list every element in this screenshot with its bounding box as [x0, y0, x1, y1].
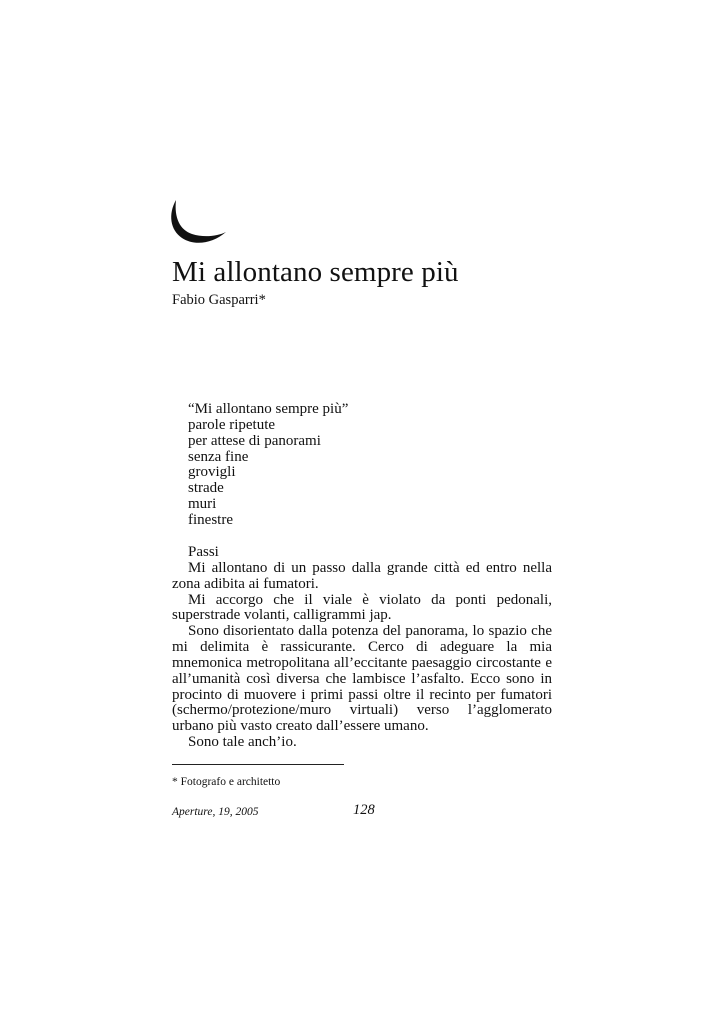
poem-line: finestre [188, 511, 233, 528]
footnote: * Fotografo e architetto [172, 776, 281, 788]
footnote-divider [172, 764, 344, 765]
poem-line: parole ripetute [188, 416, 276, 433]
prose-section [172, 545, 552, 751]
page-number: 128 [353, 802, 375, 818]
prose-paragraph: Mi allontano di un passo dalla grande città ed entro nella zona adibita ai fumatori. [172, 559, 552, 592]
poem-line: “Mi allontano sempre più” [188, 401, 349, 417]
author-name: Fabio Gasparri* [172, 292, 266, 308]
article-title: Mi allontano sempre più [172, 256, 459, 288]
journal-citation: Aperture, 19, 2005 [172, 806, 259, 818]
prose-paragraph: Mi accorgo che il viale è violato da ponti pedonali, superstrade volanti, calligrammi jap. [172, 591, 552, 624]
poem-line: muri [188, 496, 217, 513]
poem-line: senza fine [188, 448, 249, 465]
crescent-moon-icon [168, 198, 232, 248]
section-heading: Passi [188, 544, 219, 560]
poem [188, 402, 348, 529]
poem-line: per attese di panorami [188, 432, 321, 449]
poem-line: grovigli [188, 464, 236, 481]
prose-paragraph: Sono disorientato dalla potenza del panorama, lo spazio che mi delimita è rassicurante. Cerco di adeguare la mia mnemonica metropolitana all’eccitante paesaggio circostante e all’umanità così diversa che lambisce l’asfalto. Ecco sono in procinto di muovere i primi passi oltre il recinto per fumatori (schermo/protezione/muro virtuali) verso l’agglomerato urbano più vasto creato dall’essere umano. [172, 623, 552, 735]
poem-line: strade [188, 480, 224, 497]
prose-paragraph: Sono tale anch’io. [188, 734, 297, 751]
